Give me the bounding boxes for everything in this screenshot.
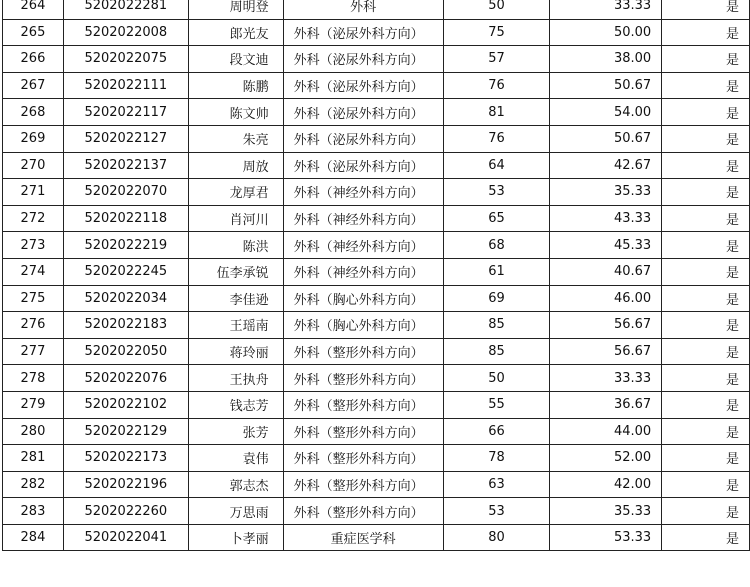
candidate-id-cell: 5202022075 [63,46,188,73]
major-cell: 重症医学科 [283,524,443,551]
candidate-id-cell: 5202022196 [63,471,188,498]
qualified-cell: 是 [662,0,750,19]
table-row [3,285,750,312]
row-number-cell: 269 [3,125,64,152]
candidate-id-cell: 5202022050 [63,338,188,365]
qualified-cell: 是 [662,46,750,73]
candidate-id-cell: 5202022281 [63,0,188,19]
qualified-cell: 是 [662,179,750,206]
candidate-name-cell: 伍李承锐 [188,258,283,285]
row-number-cell: 271 [3,179,64,206]
row-number-cell: 268 [3,99,64,126]
major-cell: 外科（胸心外科方向） [283,285,443,312]
table-row [3,524,750,551]
candidate-id-cell: 5202022076 [63,365,188,392]
results-table [2,0,750,551]
row-number-cell: 266 [3,46,64,73]
score-cell: 55 [443,391,550,418]
row-number-cell: 265 [3,19,64,46]
score-cell: 63 [443,471,550,498]
converted-score-cell: 35.33 [550,498,662,525]
score-cell: 57 [443,46,550,73]
table-row [3,232,750,259]
score-cell: 50 [443,0,550,19]
qualified-cell: 是 [662,19,750,46]
qualified-cell: 是 [662,498,750,525]
score-cell: 64 [443,152,550,179]
qualified-cell: 是 [662,205,750,232]
converted-score-cell: 36.67 [550,391,662,418]
converted-score-cell: 40.67 [550,258,662,285]
score-cell: 76 [443,72,550,99]
converted-score-cell: 50.00 [550,19,662,46]
major-cell: 外科（神经外科方向） [283,205,443,232]
table-row [3,99,750,126]
table-row [3,19,750,46]
table-row [3,179,750,206]
candidate-name-cell: 陈鹏 [188,72,283,99]
candidate-id-cell: 5202022111 [63,72,188,99]
converted-score-cell: 38.00 [550,46,662,73]
converted-score-cell: 35.33 [550,179,662,206]
score-cell: 78 [443,445,550,472]
major-cell: 外科（整形外科方向） [283,365,443,392]
major-cell: 外科（整形外科方向） [283,418,443,445]
converted-score-cell: 50.67 [550,125,662,152]
candidate-name-cell: 袁伟 [188,445,283,472]
table-row [3,72,750,99]
table-row [3,152,750,179]
candidate-id-cell: 5202022173 [63,445,188,472]
table-row [3,46,750,73]
converted-score-cell: 33.33 [550,0,662,19]
score-cell: 76 [443,125,550,152]
major-cell: 外科（整形外科方向） [283,338,443,365]
candidate-id-cell: 5202022008 [63,19,188,46]
major-cell: 外科（整形外科方向） [283,445,443,472]
row-number-cell: 279 [3,391,64,418]
major-cell: 外科（泌尿外科方向） [283,19,443,46]
table-row [3,418,750,445]
candidate-id-cell: 5202022137 [63,152,188,179]
candidate-id-cell: 5202022117 [63,99,188,126]
candidate-id-cell: 5202022034 [63,285,188,312]
score-cell: 66 [443,418,550,445]
major-cell: 外科（胸心外科方向） [283,312,443,339]
candidate-name-cell: 周明登 [188,0,283,19]
converted-score-cell: 45.33 [550,232,662,259]
major-cell: 外科（泌尿外科方向） [283,99,443,126]
major-cell: 外科（神经外科方向） [283,258,443,285]
score-cell: 69 [443,285,550,312]
candidate-name-cell: 肖河川 [188,205,283,232]
qualified-cell: 是 [662,232,750,259]
row-number-cell: 273 [3,232,64,259]
score-cell: 61 [443,258,550,285]
row-number-cell: 275 [3,285,64,312]
score-cell: 53 [443,179,550,206]
qualified-cell: 是 [662,338,750,365]
qualified-cell: 是 [662,524,750,551]
major-cell: 外科（整形外科方向） [283,391,443,418]
qualified-cell: 是 [662,365,750,392]
qualified-cell: 是 [662,471,750,498]
row-number-cell: 270 [3,152,64,179]
row-number-cell: 283 [3,498,64,525]
row-number-cell: 277 [3,338,64,365]
table-row [3,258,750,285]
converted-score-cell: 44.00 [550,418,662,445]
table-row [3,125,750,152]
candidate-id-cell: 5202022260 [63,498,188,525]
candidate-name-cell: 周放 [188,152,283,179]
converted-score-cell: 50.67 [550,72,662,99]
score-cell: 53 [443,498,550,525]
row-number-cell: 284 [3,524,64,551]
score-cell: 80 [443,524,550,551]
candidate-id-cell: 5202022070 [63,179,188,206]
table-row [3,0,750,19]
score-cell: 65 [443,205,550,232]
table-row [3,205,750,232]
candidate-id-cell: 5202022245 [63,258,188,285]
qualified-cell: 是 [662,99,750,126]
converted-score-cell: 43.33 [550,205,662,232]
candidate-id-cell: 5202022219 [63,232,188,259]
converted-score-cell: 52.00 [550,445,662,472]
candidate-name-cell: 蒋玲丽 [188,338,283,365]
converted-score-cell: 56.67 [550,312,662,339]
converted-score-cell: 53.33 [550,524,662,551]
row-number-cell: 274 [3,258,64,285]
converted-score-cell: 46.00 [550,285,662,312]
candidate-name-cell: 朱亮 [188,125,283,152]
row-number-cell: 280 [3,418,64,445]
converted-score-cell: 42.00 [550,471,662,498]
candidate-id-cell: 5202022183 [63,312,188,339]
candidate-name-cell: 陈洪 [188,232,283,259]
qualified-cell: 是 [662,445,750,472]
table-row [3,365,750,392]
qualified-cell: 是 [662,391,750,418]
candidate-id-cell: 5202022118 [63,205,188,232]
table-row [3,498,750,525]
candidate-name-cell: 张芳 [188,418,283,445]
converted-score-cell: 56.67 [550,338,662,365]
converted-score-cell: 42.67 [550,152,662,179]
score-cell: 85 [443,338,550,365]
major-cell: 外科（泌尿外科方向） [283,46,443,73]
row-number-cell: 264 [3,0,64,19]
score-cell: 85 [443,312,550,339]
row-number-cell: 282 [3,471,64,498]
score-cell: 68 [443,232,550,259]
table-row [3,338,750,365]
table-row [3,391,750,418]
table-row [3,471,750,498]
candidate-name-cell: 万思雨 [188,498,283,525]
score-cell: 75 [443,19,550,46]
major-cell: 外科（泌尿外科方向） [283,125,443,152]
candidate-id-cell: 5202022127 [63,125,188,152]
major-cell: 外科 [283,0,443,19]
major-cell: 外科（泌尿外科方向） [283,72,443,99]
results-table-body [3,0,750,551]
candidate-name-cell: 钱志芳 [188,391,283,418]
qualified-cell: 是 [662,125,750,152]
qualified-cell: 是 [662,418,750,445]
major-cell: 外科（泌尿外科方向） [283,152,443,179]
row-number-cell: 267 [3,72,64,99]
candidate-id-cell: 5202022041 [63,524,188,551]
row-number-cell: 278 [3,365,64,392]
converted-score-cell: 33.33 [550,365,662,392]
qualified-cell: 是 [662,258,750,285]
candidate-name-cell: 段文迪 [188,46,283,73]
qualified-cell: 是 [662,312,750,339]
candidate-id-cell: 5202022129 [63,418,188,445]
candidate-name-cell: 卜孝丽 [188,524,283,551]
qualified-cell: 是 [662,72,750,99]
row-number-cell: 276 [3,312,64,339]
candidate-name-cell: 王执舟 [188,365,283,392]
qualified-cell: 是 [662,152,750,179]
converted-score-cell: 54.00 [550,99,662,126]
candidate-name-cell: 李佳逊 [188,285,283,312]
table-row [3,312,750,339]
row-number-cell: 272 [3,205,64,232]
score-cell: 50 [443,365,550,392]
major-cell: 外科（整形外科方向） [283,498,443,525]
candidate-name-cell: 王瑶南 [188,312,283,339]
major-cell: 外科（整形外科方向） [283,471,443,498]
candidate-name-cell: 龙厚君 [188,179,283,206]
table-row [3,445,750,472]
candidate-name-cell: 郭志杰 [188,471,283,498]
candidate-name-cell: 陈文帅 [188,99,283,126]
major-cell: 外科（神经外科方向） [283,232,443,259]
candidate-id-cell: 5202022102 [63,391,188,418]
candidate-name-cell: 郎光友 [188,19,283,46]
major-cell: 外科（神经外科方向） [283,179,443,206]
score-cell: 81 [443,99,550,126]
qualified-cell: 是 [662,285,750,312]
row-number-cell: 281 [3,445,64,472]
